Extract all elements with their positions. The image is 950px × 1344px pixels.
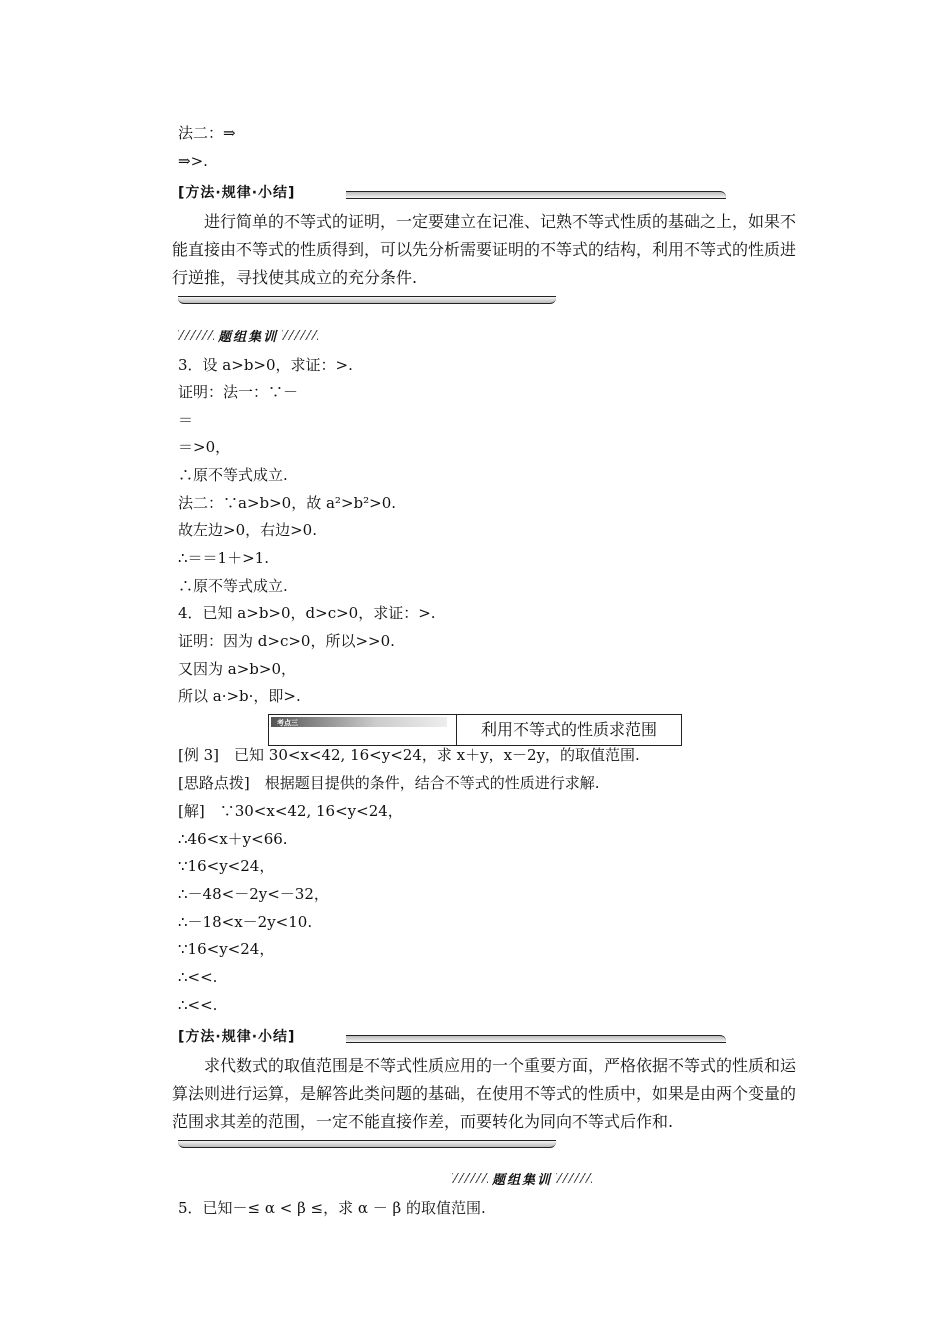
text-line: ∴原不等式成立. — [178, 577, 288, 595]
text-line: 又因为 a>b>0， — [178, 660, 296, 678]
summary-heading-2 — [178, 1027, 558, 1049]
text-line: [例 3] 已知 30<x<42, 16<y<24，求 x＋y，x－2y，的取值范围. — [178, 746, 640, 764]
text-line: ∵16<y<24， — [178, 940, 275, 958]
topic-tag — [271, 717, 447, 727]
text-line: 证明：法一：∵－ — [178, 383, 299, 401]
group-title: 题组集训 — [218, 329, 279, 345]
text-line: 故左边>0，右边>0. — [178, 521, 317, 539]
summary-bottom-rule-2 — [178, 1140, 556, 1148]
summary-heading-rule — [346, 191, 726, 199]
text-line: ∵16<y<24， — [178, 857, 275, 875]
text-line: ∴－48<－2y<－32， — [178, 885, 329, 903]
text-line: ∴＝＝1＋>1. — [178, 549, 269, 567]
text-line: 证明：因为 d>c>0，所以>>0. — [178, 632, 395, 650]
topic-box — [268, 714, 682, 746]
text-line: ＝>0， — [178, 438, 231, 456]
summary-heading-1 — [178, 183, 558, 205]
summary-bottom-rule-1 — [178, 296, 556, 304]
summary-heading-rule — [346, 1035, 726, 1043]
text-line: [解] ∵30<x<42, 16<y<24， — [178, 802, 403, 820]
text-line: 5．已知－≤ α < β ≤，求 α － β 的取值范围. — [178, 1199, 486, 1217]
text-line: ⇒>. — [178, 152, 208, 170]
hatch-decoration — [556, 1173, 592, 1183]
text-line: 3．设 a>b>0，求证：>. — [178, 356, 353, 374]
summary-text-2: 求代数式的取值范围是不等式性质应用的一个重要方面，严格依据不等式的性质和运算法则进行运算，是解答此类问题的基础，在使用不等式的性质中，如果是由两个变量的范围求其差的范围，一定不能直接作差，而要转化为同向不等式后作和. — [172, 1056, 797, 1131]
group-banner-2 — [452, 1169, 592, 1187]
text-line: 所以 a·>b·，即>. — [178, 687, 301, 705]
hatch-decoration — [452, 1173, 488, 1183]
text-line: [思路点拨] 根据题目提供的条件，结合不等式的性质进行求解. — [178, 774, 600, 792]
summary-heading-label: [方法·规律·小结] — [178, 185, 296, 201]
summary-text-1: 进行简单的不等式的证明，一定要建立在记准、记熟不等式性质的基础之上，如果不能直接由不等式的性质得到，可以先分析需要证明的不等式的结构，利用不等式的性质进行逆推，寻找使其成立的充分条件. — [172, 212, 797, 287]
group-title: 题组集训 — [492, 1172, 553, 1188]
hatch-decoration — [178, 330, 214, 340]
text-line: ＝ — [178, 411, 194, 429]
text-line: ∴－18<x－2y<10. — [178, 913, 313, 931]
text-line: ∴46<x＋y<66. — [178, 830, 288, 848]
group-banner-1 — [178, 326, 318, 344]
text-line: ∴<<. — [178, 968, 218, 986]
hatch-decoration — [282, 330, 318, 340]
text-line: ∴原不等式成立. — [178, 466, 288, 484]
summary-heading-label: [方法·规律·小结] — [178, 1029, 296, 1045]
topic-title: 利用不等式的性质求范围 — [480, 720, 657, 739]
text-line: 4．已知 a>b>0，d>c>0，求证：>. — [178, 604, 436, 622]
text-line: ∴<<. — [178, 996, 218, 1014]
topic-tag-label: 考点三 — [277, 719, 298, 727]
text-line: 法二：⇒ — [178, 124, 236, 142]
text-line: 法二：∵a>b>0，故 a²>b²>0. — [178, 494, 397, 512]
